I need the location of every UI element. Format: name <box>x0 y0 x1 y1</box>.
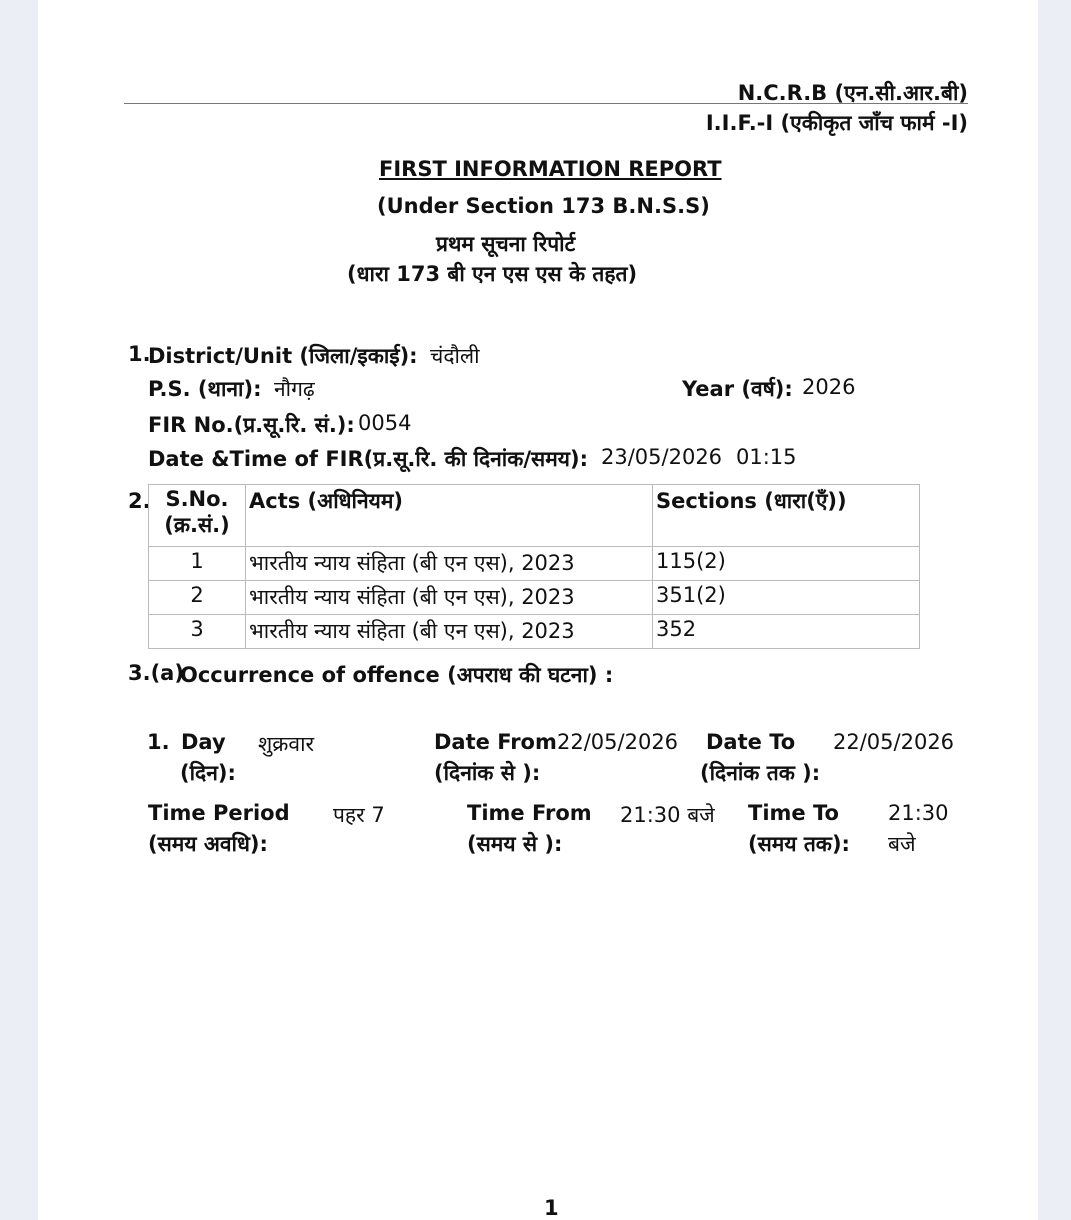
fir-datetime-label: Date &Time of FIR(प्र.सू.रि. की दिनांक/समय): <box>148 447 588 471</box>
acts-table-header <box>149 485 920 547</box>
fir-date-value: 23/05/2026 <box>601 445 723 469</box>
table-row <box>149 547 920 581</box>
table-row <box>149 615 920 649</box>
report-subtitle-hindi: (धारा 173 बी एन एस एस के तहत) <box>347 262 638 286</box>
year-label: Year (वर्ष): <box>682 377 793 401</box>
time-from-label-hindi: (समय से ): <box>467 832 563 856</box>
sno-header <box>149 485 246 547</box>
time-from-label: Time From <box>467 801 592 825</box>
day-value: शुक्रवार <box>258 732 315 756</box>
ncrb-header: N.C.R.B (एन.सी.आर.बी) <box>737 81 968 105</box>
date-to-value: 22/05/2026 <box>833 730 955 754</box>
day-label-hindi: (दिन): <box>180 761 236 785</box>
time-to-value-suffix: बजे <box>888 832 916 856</box>
occurrence-item-number: 1. <box>147 730 170 754</box>
year-value: 2026 <box>802 375 856 399</box>
row-section: 352 <box>653 615 920 649</box>
row-act: भारतीय न्याय संहिता (बी एन एस), 2023 <box>246 581 653 615</box>
report-subtitle: (Under Section 173 B.N.S.S) <box>377 194 710 218</box>
district-label: District/Unit (जिला/इकाई): <box>148 344 418 368</box>
occurrence-heading: Occurrence of offence (अपराध की घटना) : <box>180 663 614 687</box>
date-to-label-hindi: (दिनांक तक ): <box>700 761 821 785</box>
fir-number-value: 0054 <box>358 411 412 435</box>
section3-number: 3.(a) <box>128 661 184 685</box>
police-station-label: P.S. (थाना): <box>148 377 262 401</box>
acts-table <box>148 484 920 649</box>
row-act: भारतीय न्याय संहिता (बी एन एस), 2023 <box>246 547 653 581</box>
section1-number: 1. <box>128 342 151 366</box>
report-title-hindi: प्रथम सूचना रिपोर्ट <box>436 232 576 256</box>
district-value: चंदौली <box>430 344 480 368</box>
row-sno: 1 <box>149 547 246 581</box>
table-row <box>149 581 920 615</box>
fir-number-label: FIR No.(प्र.सू.रि. सं.): <box>148 413 355 437</box>
time-to-label: Time To <box>748 801 839 825</box>
sections-header: Sections (धारा(एँ)) <box>653 485 920 547</box>
day-label: Day <box>181 730 226 754</box>
row-sno: 2 <box>149 581 246 615</box>
time-from-value: 21:30 बजे <box>620 803 715 827</box>
row-sno: 3 <box>149 615 246 649</box>
header-divider <box>124 103 968 104</box>
acts-header: Acts (अधिनियम) <box>246 485 653 547</box>
date-from-label: Date From <box>434 730 557 754</box>
document-page <box>38 0 1038 1220</box>
section2-number: 2. <box>128 489 151 513</box>
police-station-value: नौगढ़ <box>274 377 315 401</box>
time-period-label-hindi: (समय अवधि): <box>148 832 268 856</box>
row-act: भारतीय न्याय संहिता (बी एन एस), 2023 <box>246 615 653 649</box>
sno-header-en: S.No. <box>165 487 229 511</box>
sno-header-hi: (क्र.सं.) <box>164 513 230 537</box>
date-from-label-hindi: (दिनांक से ): <box>434 761 541 785</box>
time-period-label: Time Period <box>148 801 290 825</box>
date-from-value: 22/05/2026 <box>557 730 679 754</box>
time-period-value: पहर 7 <box>333 803 385 827</box>
iif-header: I.I.F.-I (एकीकृत जाँच फार्म -I) <box>705 111 968 135</box>
time-to-value: 21:30 <box>888 801 949 825</box>
fir-time-value: 01:15 <box>736 445 797 469</box>
date-to-label: Date To <box>706 730 796 754</box>
page-number: 1 <box>544 1196 559 1220</box>
row-section: 115(2) <box>653 547 920 581</box>
report-title: FIRST INFORMATION REPORT <box>379 157 722 181</box>
time-to-label-hindi: (समय तक): <box>748 832 850 856</box>
row-section: 351(2) <box>653 581 920 615</box>
